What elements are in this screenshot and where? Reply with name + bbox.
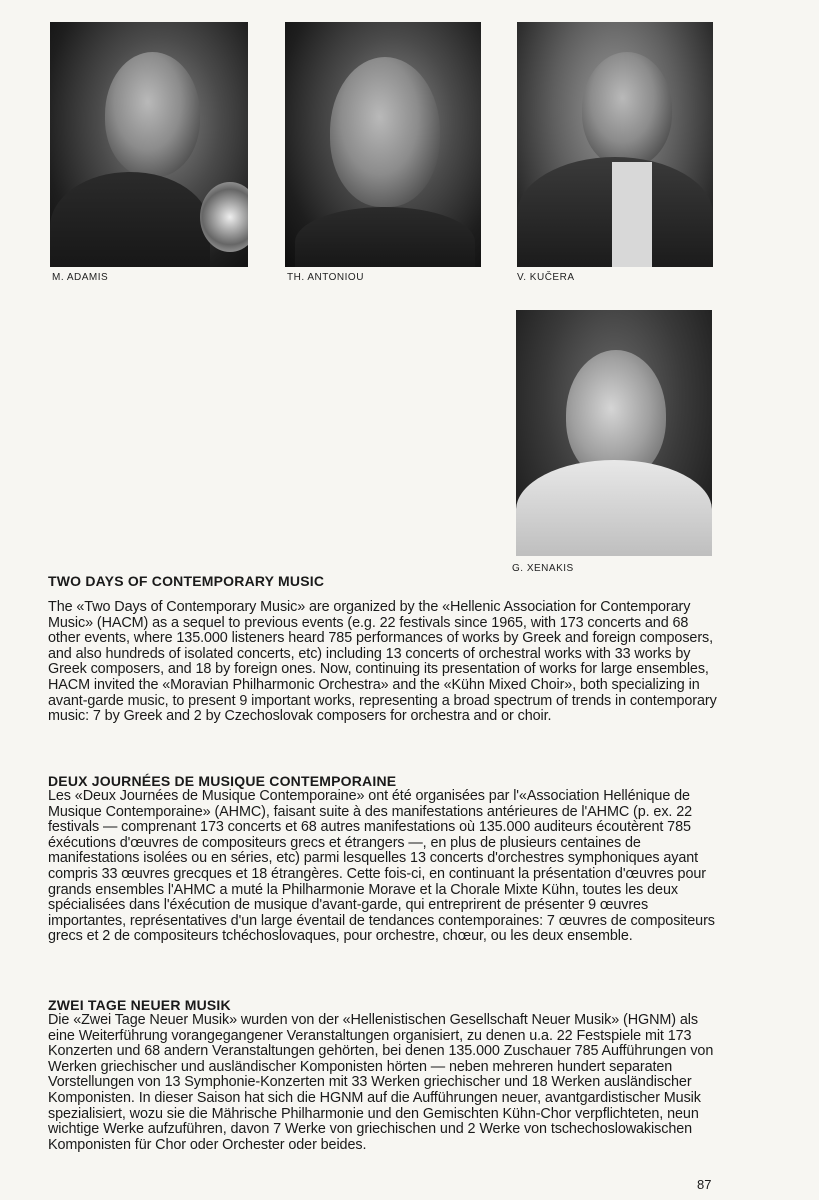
photo-kucera	[517, 22, 713, 267]
section-body: The «Two Days of Contemporary Music» are organized by the «Hellenic Association for Contemporary Music» (HACM) as a sequel to previous events (e.g. 22 festivals since 1965, with 173 concerts and 68 other events, where 135.000 listeners heard 785 performances of works by Greek and foreign composers, and also hundreds of isolated concerts, etc) including 13 concerts of orchestral works with 33 works by Greek composers, and 18 by foreign ones. Now, continuing its presentation of works for large ensembles, HACM invited the «Moravian Philharmonic Orchestra» and the «Kühn Mixed Choir», both specializing in avant-garde music, to present 9 important works, representing a broad spectrum of trends in contemporary music: 7 by Greek and 2 by Czechoslovak composers for orchestra and or choir.	[48, 599, 717, 725]
caption-antoniou: TH. ANTONIOU	[287, 272, 364, 283]
portrait-shoulders	[295, 207, 475, 267]
portrait-head	[330, 57, 440, 207]
section-heading: TWO DAYS OF CONTEMPORARY MUSIC	[48, 573, 325, 589]
caption-adamis: M. ADAMIS	[52, 272, 109, 283]
section-heading: DEUX JOURNÉES DE MUSIQUE CONTEMPORAINE	[48, 773, 397, 789]
portrait-shoulders	[50, 172, 210, 267]
photo-adamis	[50, 22, 248, 267]
portrait-head	[582, 52, 672, 167]
section-english	[48, 573, 720, 725]
shirt	[612, 162, 652, 267]
portrait-head	[105, 52, 200, 177]
section-heading: ZWEI TAGE NEUER MUSIK	[48, 997, 231, 1013]
section-body: Les «Deux Journées de Musique Contemporaine» ont été organisées par l'«Association Hellénique de Musique Contemporaine» (AHMC), faisant suite à des manifestations antérieures de l'AHMC (p. ex. 22 festivals — comprenant 173 concerts et 68 autres manifestations où 135.000 auditeurs écoutèrent 785 éxécutions d'œuvres de compositeurs grecs et étrangers —, en plus de plusieurs centaines de manifestations isolées ou en séries, etc) parmi lesquelles 13 concerts d'orchestres symphoniques ayant compris 33 œuvres grecques et 18 étrangères. Cette fois-ci, en continuant la présentation d'œuvres pour grands ensembles l'AHMC a muté la Philharmonie Morave et la Chorale Mixte Kühn, toutes les deux spécialisées dans l'éxécution de musique d'avant-garde, qui entreprirent de présenter 9 œuvres importantes, représentatives d'un large éventail de tendances contemporaines: 7 œuvres de compositeurs grecs et 2 de compositeurs tchéchoslovaques, pour orchestre, chœur, ou les deux ensemble.	[48, 788, 715, 945]
section-french	[48, 773, 720, 945]
section-german	[48, 997, 720, 1153]
portrait-shoulders	[516, 460, 712, 556]
page-number: 87	[697, 1177, 712, 1192]
photo-antoniou	[285, 22, 481, 267]
caption-xenakis: G. XENAKIS	[512, 563, 574, 574]
caption-kucera: V. KUČERA	[517, 272, 575, 283]
photo-xenakis	[516, 310, 712, 556]
section-body: Die «Zwei Tage Neuer Musik» wurden von der «Hellenistischen Gesellschaft Neuer Musik» (HGNM) als eine Weiterführung vorangegangener Veranstaltungen organisiert, zu denen u.a. 22 Festspiele mit 173 Konzerten und 68 andern Veranstaltungen gehörten, bei denen 135.000 Zuschauer 785 Aufführungen von Werken griechischer und ausländischer Komponisten hörten — neben mehreren hundert separaten Vorstellungen von 13 Symphonie-Konzerten mit 33 Werken griechischer und 18 Werken ausländischer Komponisten. In dieser Saison hat sich die HGNM auf die Aufführungen neuer, avantgardistischer Musik spezialisiert, wozu sie die Mährische Philharmonie und den Gemischten Kühn-Chor verpflichteten, neun wichtige Werke aufzuführen, davon 7 Werke von griechischen und 2 Werke von tschechoslowakischen Komponisten für Chor oder Orchester oder beides.	[48, 1012, 714, 1153]
